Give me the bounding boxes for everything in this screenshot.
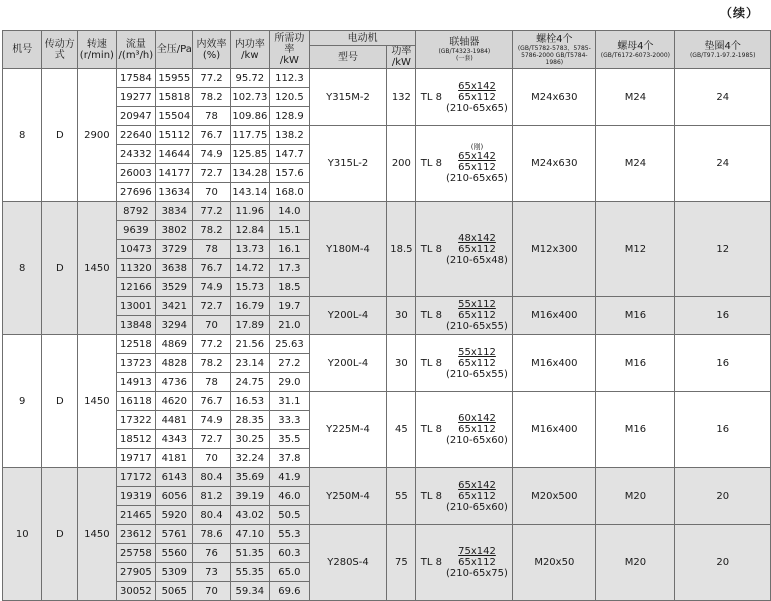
bolt-cell: M16x400 — [513, 392, 596, 468]
header-washer-label: 垫圈4个 — [704, 40, 741, 52]
required-power-cell: 37.8 — [270, 449, 310, 468]
header-speed-unit: (r/min) — [79, 49, 114, 61]
internal-power-cell: 12.84 — [230, 221, 270, 240]
coupling-spec — [446, 81, 508, 114]
efficiency-cell: 76 — [193, 544, 230, 563]
flow-cell: 14913 — [116, 373, 155, 392]
coupling-cell — [416, 392, 513, 468]
drive-mode-cell: D — [42, 202, 78, 335]
coupling-line-2: 65x112 — [458, 162, 496, 173]
coupling-line-1: 65x142 — [458, 80, 496, 92]
efficiency-cell: 80.4 — [193, 506, 230, 525]
header-coupling — [416, 31, 513, 69]
header-flow — [116, 31, 155, 69]
header-machine-no: 机号 — [3, 31, 42, 69]
required-power-cell: 14.0 — [270, 202, 310, 221]
drive-mode-cell: D — [42, 335, 78, 468]
required-power-cell: 55.3 — [270, 525, 310, 544]
pressure-cell: 6143 — [156, 468, 193, 487]
flow-cell: 17172 — [116, 468, 155, 487]
flow-cell: 11320 — [116, 259, 155, 278]
header-required-power — [270, 31, 310, 69]
efficiency-cell: 70 — [193, 316, 230, 335]
washer-cell: 24 — [675, 69, 771, 126]
motor-model-cell: Y225M-4 — [309, 392, 387, 468]
internal-power-cell: 47.10 — [230, 525, 270, 544]
pressure-cell: 4736 — [156, 373, 193, 392]
nut-cell: M24 — [596, 69, 675, 126]
required-power-cell: 33.3 — [270, 411, 310, 430]
table-row — [3, 202, 771, 221]
required-power-cell: 41.9 — [270, 468, 310, 487]
flow-cell: 16118 — [116, 392, 155, 411]
internal-power-cell: 14.72 — [230, 259, 270, 278]
pressure-cell: 4181 — [156, 449, 193, 468]
flow-cell: 20947 — [116, 107, 155, 126]
washer-cell: 24 — [675, 126, 771, 202]
pressure-cell: 15955 — [156, 69, 193, 88]
motor-power-cell: 45 — [387, 392, 416, 468]
machine-no-cell: 9 — [3, 335, 42, 468]
bolt-cell: M16x400 — [513, 335, 596, 392]
machine-no-cell: 8 — [3, 69, 42, 202]
internal-power-cell: 16.79 — [230, 297, 270, 316]
internal-power-cell: 21.56 — [230, 335, 270, 354]
coupling-type: TL 8 — [420, 357, 443, 369]
motor-power-cell: 200 — [387, 126, 416, 202]
table-row — [3, 468, 771, 487]
required-power-cell: 120.5 — [270, 88, 310, 107]
pressure-cell: 4869 — [156, 335, 193, 354]
flow-cell: 17322 — [116, 411, 155, 430]
coupling-line-3: (210-65x55) — [446, 368, 508, 380]
required-power-cell: 157.6 — [270, 164, 310, 183]
coupling-cell — [416, 525, 513, 601]
nut-cell: M16 — [596, 392, 675, 468]
washer-cell: 16 — [675, 335, 771, 392]
efficiency-cell: 72.7 — [193, 164, 230, 183]
pressure-cell: 14177 — [156, 164, 193, 183]
motor-power-cell: 55 — [387, 468, 416, 525]
coupling-cell — [416, 468, 513, 525]
table-row — [3, 335, 771, 354]
motor-model-cell: Y200L-4 — [309, 297, 387, 335]
internal-power-cell: 51.35 — [230, 544, 270, 563]
coupling-line-3: (210-65x60) — [446, 435, 508, 446]
coupling-line-3: (210-65x65) — [446, 102, 508, 114]
internal-power-cell: 39.19 — [230, 487, 270, 506]
header-internal-eff-unit: (%) — [202, 49, 221, 61]
pressure-cell: 3529 — [156, 278, 193, 297]
nut-cell: M16 — [596, 297, 675, 335]
coupling-spec — [446, 413, 508, 446]
internal-power-cell: 13.73 — [230, 240, 270, 259]
header-internal-eff — [193, 31, 230, 69]
internal-power-cell: 102.73 — [230, 88, 270, 107]
header-flow-label: 流量 — [125, 38, 146, 50]
internal-power-cell: 55.35 — [230, 563, 270, 582]
header-required-power-label: 所需功率 — [274, 33, 305, 55]
drive-mode-cell: D — [42, 468, 78, 601]
efficiency-cell: 77.2 — [193, 335, 230, 354]
header-motor: 电动机 — [309, 31, 416, 46]
coupling-spec — [446, 143, 508, 184]
efficiency-cell: 78 — [193, 107, 230, 126]
motor-power-cell: 75 — [387, 525, 416, 601]
coupling-type: TL 8 — [420, 91, 443, 103]
flow-cell: 13723 — [116, 354, 155, 373]
efficiency-cell: 78.2 — [193, 354, 230, 373]
efficiency-cell: 77.2 — [193, 69, 230, 88]
efficiency-cell: 73 — [193, 563, 230, 582]
flow-cell: 19319 — [116, 487, 155, 506]
pressure-cell: 3421 — [156, 297, 193, 316]
pressure-cell: 13634 — [156, 183, 193, 202]
header-internal-power-label: 内功率 — [234, 38, 265, 50]
washer-cell: 20 — [675, 468, 771, 525]
coupling-line-2: 65x112 — [458, 357, 496, 369]
motor-power-cell: 18.5 — [387, 202, 416, 297]
required-power-cell: 50.5 — [270, 506, 310, 525]
nut-cell: M20 — [596, 525, 675, 601]
required-power-cell: 15.1 — [270, 221, 310, 240]
efficiency-cell: 78 — [193, 240, 230, 259]
coupling-line-3: (210-65x65) — [446, 173, 508, 184]
efficiency-cell: 78.2 — [193, 88, 230, 107]
coupling-type: TL 8 — [420, 243, 443, 255]
internal-power-cell: 15.73 — [230, 278, 270, 297]
header-motor-power-unit: /kW — [391, 57, 411, 68]
internal-power-cell: 134.28 — [230, 164, 270, 183]
table-row — [3, 69, 771, 88]
required-power-cell: 19.7 — [270, 297, 310, 316]
coupling-line-2: 65x112 — [458, 424, 496, 435]
required-power-cell: 112.3 — [270, 69, 310, 88]
coupling-type: TL 8 — [420, 424, 443, 435]
pressure-cell: 3638 — [156, 259, 193, 278]
coupling-type: TL 8 — [420, 490, 443, 502]
coupling-cell — [416, 202, 513, 297]
efficiency-cell: 78.6 — [193, 525, 230, 544]
pressure-cell: 15112 — [156, 126, 193, 145]
pressure-cell: 6056 — [156, 487, 193, 506]
nut-cell: M20 — [596, 468, 675, 525]
pressure-cell: 14644 — [156, 145, 193, 164]
flow-cell: 30052 — [116, 582, 155, 601]
flow-cell: 8792 — [116, 202, 155, 221]
bolt-cell: M20x50 — [513, 525, 596, 601]
speed-cell: 1450 — [78, 468, 117, 601]
flow-cell: 19277 — [116, 88, 155, 107]
motor-model-cell: Y250M-4 — [309, 468, 387, 525]
machine-no-cell: 10 — [3, 468, 42, 601]
header-coupling-qty: (一套) — [456, 55, 473, 62]
efficiency-cell: 78 — [193, 373, 230, 392]
drive-mode-cell: D — [42, 69, 78, 202]
internal-power-cell: 143.14 — [230, 183, 270, 202]
coupling-line-2: 65x112 — [458, 310, 496, 321]
flow-cell: 13001 — [116, 297, 155, 316]
internal-power-cell: 117.75 — [230, 126, 270, 145]
bolt-cell: M12x300 — [513, 202, 596, 297]
pressure-cell: 4620 — [156, 392, 193, 411]
required-power-cell: 17.3 — [270, 259, 310, 278]
pressure-cell: 3834 — [156, 202, 193, 221]
internal-power-cell: 23.14 — [230, 354, 270, 373]
motor-model-cell: Y180M-4 — [309, 202, 387, 297]
motor-power-cell: 30 — [387, 297, 416, 335]
required-power-cell: 168.0 — [270, 183, 310, 202]
motor-model-cell: Y315L-2 — [309, 126, 387, 202]
efficiency-cell: 76.7 — [193, 126, 230, 145]
required-power-cell: 29.0 — [270, 373, 310, 392]
flow-cell: 27905 — [116, 563, 155, 582]
internal-power-cell: 59.34 — [230, 582, 270, 601]
pressure-cell: 5920 — [156, 506, 193, 525]
internal-power-cell: 125.85 — [230, 145, 270, 164]
coupling-line-1: 55x112 — [458, 346, 496, 358]
header-internal-eff-label: 内效率 — [196, 38, 227, 50]
flow-cell: 21465 — [116, 506, 155, 525]
efficiency-cell: 81.2 — [193, 487, 230, 506]
motor-model-cell: Y200L-4 — [309, 335, 387, 392]
flow-cell: 26003 — [116, 164, 155, 183]
required-power-cell: 18.5 — [270, 278, 310, 297]
flow-cell: 23612 — [116, 525, 155, 544]
flow-cell: 27696 — [116, 183, 155, 202]
pressure-cell: 3729 — [156, 240, 193, 259]
coupling-line-3: (210-65x75) — [446, 568, 508, 579]
required-power-cell: 16.1 — [270, 240, 310, 259]
flow-cell: 12166 — [116, 278, 155, 297]
motor-model-cell: Y280S-4 — [309, 525, 387, 601]
header-washer — [675, 31, 771, 69]
table-row — [3, 297, 771, 316]
coupling-line-1: 65x142 — [458, 479, 496, 491]
coupling-spec — [446, 546, 508, 579]
required-power-cell: 31.1 — [270, 392, 310, 411]
pressure-cell: 4481 — [156, 411, 193, 430]
coupling-spec — [446, 480, 508, 513]
header-internal-power — [230, 31, 270, 69]
flow-cell: 25758 — [116, 544, 155, 563]
internal-power-cell: 32.24 — [230, 449, 270, 468]
efficiency-cell: 78.2 — [193, 221, 230, 240]
flow-cell: 19717 — [116, 449, 155, 468]
header-coupling-std: (GB/T4323-1984) — [438, 48, 491, 55]
internal-power-cell: 109.86 — [230, 107, 270, 126]
required-power-cell: 69.6 — [270, 582, 310, 601]
bolt-cell: M24x630 — [513, 69, 596, 126]
header-speed — [78, 31, 117, 69]
machine-no-cell: 8 — [3, 202, 42, 335]
flow-cell: 12518 — [116, 335, 155, 354]
header-bolt-std: (GB/T5782-5783、5785-5786-2000 GB/T5784-1986) — [517, 44, 591, 66]
required-power-cell: 27.2 — [270, 354, 310, 373]
flow-cell: 13848 — [116, 316, 155, 335]
nut-cell: M24 — [596, 126, 675, 202]
bolt-cell: M16x400 — [513, 297, 596, 335]
coupling-line-2: 65x112 — [458, 91, 496, 103]
pressure-cell: 3802 — [156, 221, 193, 240]
continued-label: （续） — [719, 6, 759, 20]
pressure-cell: 4828 — [156, 354, 193, 373]
required-power-cell: 147.7 — [270, 145, 310, 164]
header-motor-power-label: 功率 — [391, 46, 412, 57]
efficiency-cell: 72.7 — [193, 297, 230, 316]
pressure-cell: 15818 — [156, 88, 193, 107]
coupling-type: TL 8 — [420, 310, 443, 321]
washer-cell: 20 — [675, 525, 771, 601]
header-internal-power-unit: /kw — [241, 49, 259, 61]
speed-cell: 1450 — [78, 202, 117, 335]
header-bolt — [513, 31, 596, 69]
header-nut — [596, 31, 675, 69]
motor-model-cell: Y315M-2 — [309, 69, 387, 126]
coupling-line-1: 60x142 — [458, 413, 496, 424]
nut-cell: M16 — [596, 335, 675, 392]
flow-cell: 9639 — [116, 221, 155, 240]
internal-power-cell: 35.69 — [230, 468, 270, 487]
coupling-cell — [416, 126, 513, 202]
header-bolt-label: 螺栓4个 — [536, 33, 573, 45]
pressure-cell: 3294 — [156, 316, 193, 335]
header-nut-label: 螺母4个 — [617, 40, 654, 52]
flow-cell: 10473 — [116, 240, 155, 259]
required-power-cell: 128.9 — [270, 107, 310, 126]
internal-power-cell: 43.02 — [230, 506, 270, 525]
required-power-cell: 35.5 — [270, 430, 310, 449]
pressure-cell: 5560 — [156, 544, 193, 563]
efficiency-cell: 76.7 — [193, 259, 230, 278]
bolt-cell: M20x500 — [513, 468, 596, 525]
flow-cell: 18512 — [116, 430, 155, 449]
required-power-cell: 46.0 — [270, 487, 310, 506]
header-required-power-unit: /kW — [279, 55, 299, 66]
flow-cell: 17584 — [116, 69, 155, 88]
header-motor-model: 型号 — [309, 46, 387, 69]
required-power-cell: 60.3 — [270, 544, 310, 563]
internal-power-cell: 30.25 — [230, 430, 270, 449]
internal-power-cell: 24.75 — [230, 373, 270, 392]
coupling-cell — [416, 297, 513, 335]
coupling-line-1: 55x112 — [458, 299, 496, 310]
header-nut-std: (GB/T6172-6073-2000) — [600, 51, 671, 59]
required-power-cell: 21.0 — [270, 316, 310, 335]
required-power-cell: 138.2 — [270, 126, 310, 145]
efficiency-cell: 70 — [193, 183, 230, 202]
coupling-cell — [416, 335, 513, 392]
coupling-spec — [446, 233, 508, 266]
bolt-cell: M24x630 — [513, 126, 596, 202]
speed-cell: 2900 — [78, 69, 117, 202]
required-power-cell: 25.63 — [270, 335, 310, 354]
flow-cell: 22640 — [116, 126, 155, 145]
coupling-line-3: (210-65x60) — [446, 501, 508, 513]
efficiency-cell: 74.9 — [193, 278, 230, 297]
table-row — [3, 525, 771, 544]
efficiency-cell: 76.7 — [193, 392, 230, 411]
pressure-cell: 5309 — [156, 563, 193, 582]
pressure-cell: 4343 — [156, 430, 193, 449]
coupling-spec — [446, 347, 508, 380]
header-speed-label: 转速 — [86, 38, 107, 50]
coupling-line-1: 48x142 — [458, 232, 496, 244]
fan-spec-table — [2, 30, 771, 601]
coupling-line-2: 65x112 — [458, 243, 496, 255]
washer-cell: 16 — [675, 297, 771, 335]
header-coupling-label: 联轴器 — [449, 37, 480, 48]
pressure-cell: 5065 — [156, 582, 193, 601]
coupling-type: TL 8 — [420, 158, 443, 169]
coupling-line-2: 65x112 — [458, 557, 496, 568]
internal-power-cell: 28.35 — [230, 411, 270, 430]
washer-cell: 12 — [675, 202, 771, 297]
table-body — [3, 69, 771, 601]
header-washer-std: (GB/T97.1-97.2-1985) — [689, 51, 756, 59]
table-row — [3, 392, 771, 411]
internal-power-cell: 17.89 — [230, 316, 270, 335]
efficiency-cell: 72.7 — [193, 430, 230, 449]
pressure-cell: 5761 — [156, 525, 193, 544]
flow-cell: 24332 — [116, 145, 155, 164]
coupling-line-2: 65x112 — [458, 490, 496, 502]
pressure-cell: 15504 — [156, 107, 193, 126]
internal-power-cell: 16.53 — [230, 392, 270, 411]
efficiency-cell: 70 — [193, 449, 230, 468]
motor-power-cell: 30 — [387, 335, 416, 392]
efficiency-cell: 77.2 — [193, 202, 230, 221]
coupling-line-3: (210-65x48) — [446, 254, 508, 266]
header-drive-mode: 传动方式 — [42, 31, 78, 69]
efficiency-cell: 74.9 — [193, 145, 230, 164]
coupling-note: (刚) — [470, 143, 484, 151]
motor-power-cell: 132 — [387, 69, 416, 126]
coupling-line-1: 75x142 — [458, 546, 496, 557]
efficiency-cell: 70 — [193, 582, 230, 601]
table-row — [3, 126, 771, 145]
coupling-line-3: (210-65x55) — [446, 321, 508, 332]
coupling-spec — [446, 299, 508, 332]
coupling-cell — [416, 69, 513, 126]
header-flow-unit: /(m³/h) — [118, 49, 154, 61]
efficiency-cell: 80.4 — [193, 468, 230, 487]
header-total-pressure: 全压/Pa — [156, 31, 193, 69]
required-power-cell: 65.0 — [270, 563, 310, 582]
speed-cell: 1450 — [78, 335, 117, 468]
efficiency-cell: 74.9 — [193, 411, 230, 430]
header-motor-power — [387, 46, 416, 69]
washer-cell: 16 — [675, 392, 771, 468]
internal-power-cell: 11.96 — [230, 202, 270, 221]
nut-cell: M12 — [596, 202, 675, 297]
coupling-type: TL 8 — [420, 557, 443, 568]
internal-power-cell: 95.72 — [230, 69, 270, 88]
coupling-line-1: 65x142 — [458, 151, 496, 162]
